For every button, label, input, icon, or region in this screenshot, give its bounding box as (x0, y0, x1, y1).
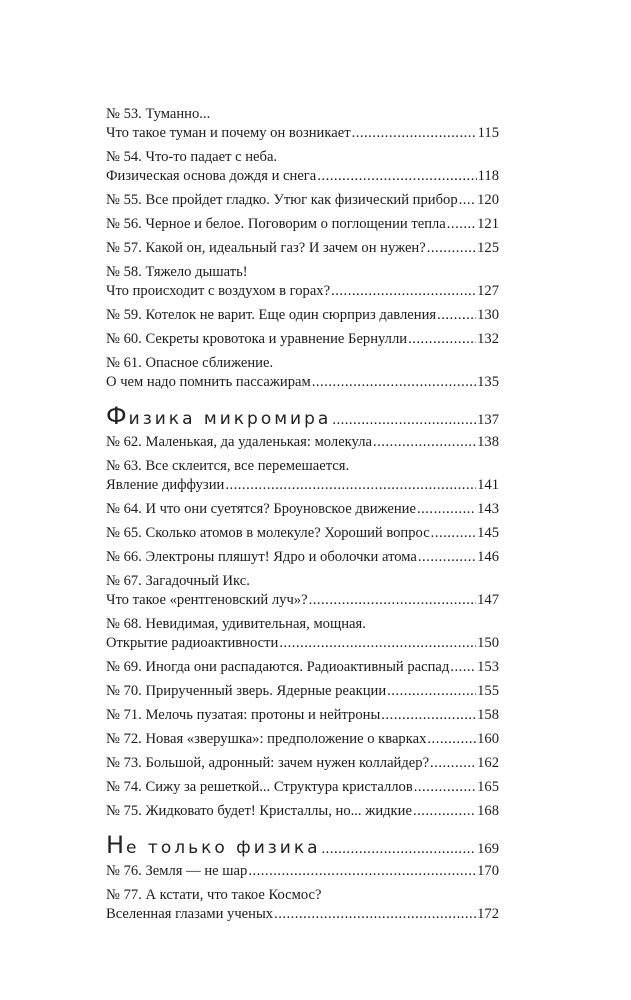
page-number: 115 (477, 125, 499, 141)
section-title-rest: изика микромира (128, 409, 332, 429)
entry-line (106, 330, 499, 349)
entry-title: № 66. Электроны пляшут! Ядро и оболочки атома (106, 549, 417, 565)
entry-title: Что такое туман и почему он возникает (106, 125, 351, 141)
entry-line (106, 802, 499, 821)
dot-leader (417, 500, 476, 519)
dot-leader (427, 239, 476, 258)
entry-title: № 74. Сижу за решеткой... Структура кристаллов (106, 779, 413, 795)
page-number: 138 (477, 434, 499, 450)
page-number: 150 (477, 635, 499, 651)
page-number: 127 (477, 283, 499, 299)
entry-line (106, 263, 499, 282)
entry-title: № 73. Большой, адронный: зачем нужен коллайдер? (106, 755, 430, 771)
entry-line (106, 658, 499, 677)
page-number: 137 (477, 412, 499, 428)
toc-entry[interactable] (106, 239, 499, 258)
entry-line (106, 215, 499, 234)
entry-title: № 63. Все склеится, все перемешается. (106, 458, 350, 474)
entry-title: № 65. Сколько атомов в молекуле? Хороший вопрос (106, 525, 430, 541)
page-number: 158 (477, 707, 499, 723)
dot-leader (387, 682, 476, 701)
dot-leader (450, 658, 476, 677)
entry-title: № 64. И что они суетятся? Броуновское движение (106, 501, 416, 517)
toc-entry[interactable] (106, 730, 499, 749)
toc-entry[interactable] (106, 778, 499, 797)
entry-title: Открытие радиоактивности (106, 635, 279, 651)
entry-line (106, 634, 499, 653)
toc-entry[interactable] (106, 433, 499, 452)
toc-entry[interactable] (106, 191, 499, 210)
entry-line (106, 124, 499, 143)
dot-leader (447, 215, 476, 234)
page-number: 145 (477, 525, 499, 541)
toc-entry[interactable] (106, 306, 499, 325)
entry-line (106, 524, 499, 543)
entry-line (106, 706, 499, 725)
toc-entry[interactable] (106, 682, 499, 701)
entry-title: № 72. Новая «зверушка»: предположение о кварках (106, 731, 427, 747)
entry-title: Что такое «рентгеновский луч»? (106, 592, 308, 608)
toc-entry[interactable] (106, 886, 499, 924)
entry-title: № 67. Загадочный Икс. (106, 573, 250, 589)
entry-line (106, 682, 499, 701)
entry-title: Вселенная глазами ученых (106, 906, 274, 922)
entry-title: № 71. Мелочь пузатая: протоны и нейтроны (106, 707, 381, 723)
entry-title: № 57. Какой он, идеальный газ? И зачем он нужен? (106, 240, 426, 256)
entry-line (106, 306, 499, 325)
entry-title: № 59. Котелок не варит. Еще один сюрприз давления (106, 307, 437, 323)
section-title-rest: е только физика (126, 838, 321, 858)
page-number: 147 (477, 592, 499, 608)
entry-line (106, 282, 499, 301)
dot-leader (352, 124, 477, 143)
toc-entry[interactable] (106, 802, 499, 821)
table-of-contents (106, 105, 499, 929)
entry-line (106, 572, 499, 591)
dot-leader (437, 306, 476, 325)
dot-leader (413, 802, 476, 821)
entry-title: № 56. Черное и белое. Поговорим о поглощении тепла (106, 216, 446, 232)
page-number: 120 (477, 192, 499, 208)
entry-line (106, 754, 499, 773)
section-heading (106, 832, 499, 858)
section-heading (106, 403, 499, 429)
entry-title: № 75. Жидковато будет! Кристаллы, но... жидкие (106, 803, 412, 819)
page-number: 165 (477, 779, 499, 795)
page-number: 118 (477, 168, 499, 184)
page-number: 172 (477, 906, 499, 922)
dot-leader (408, 330, 476, 349)
entry-title: № 54. Что-то падает с неба. (106, 149, 278, 165)
toc-entry[interactable] (106, 862, 499, 881)
toc-entry[interactable] (106, 330, 499, 349)
page-number: 153 (477, 659, 499, 675)
page-number: 130 (477, 307, 499, 323)
section-title-initial: Ф (106, 402, 129, 430)
entry-title: № 53. Туманно... (106, 106, 211, 122)
dot-leader (312, 373, 476, 392)
dot-leader (274, 905, 476, 924)
entry-line (106, 591, 499, 610)
entry-line (106, 239, 499, 258)
dot-leader (279, 634, 476, 653)
dot-leader (309, 591, 477, 610)
dot-leader (381, 706, 476, 725)
dot-leader (322, 836, 477, 862)
dot-leader (331, 282, 476, 301)
entry-line (106, 167, 499, 186)
entry-title: № 55. Все пройдет гладко. Утюг как физический прибор (106, 192, 458, 208)
entry-title: № 77. А кстати, что такое Космос? (106, 887, 322, 903)
entry-line (106, 191, 499, 210)
entry-title: № 60. Секреты кровотока и уравнение Бернулли (106, 331, 408, 347)
section-line (106, 832, 499, 858)
dot-leader (459, 191, 476, 210)
section-title-initial: Н (106, 831, 127, 859)
entry-title: Что происходит с воздухом в горах? (106, 283, 331, 299)
toc-entry[interactable] (106, 263, 499, 301)
page-number: 125 (477, 240, 499, 256)
entry-line (106, 373, 499, 392)
entry-line (106, 730, 499, 749)
toc-entry[interactable] (106, 524, 499, 543)
entry-line (106, 433, 499, 452)
entry-title: № 70. Прирученный зверь. Ядерные реакции (106, 683, 387, 699)
page-number: 155 (477, 683, 499, 699)
page-number: 143 (477, 501, 499, 517)
page-number: 170 (477, 863, 499, 879)
dot-leader (332, 407, 476, 433)
entry-title: № 69. Иногда они распадаются. Радиоактивный распад (106, 659, 450, 675)
entry-line (106, 615, 499, 634)
page-number: 162 (477, 755, 499, 771)
section-line (106, 403, 499, 429)
page-number: 168 (477, 803, 499, 819)
page-number: 135 (477, 374, 499, 390)
toc-entry[interactable] (106, 706, 499, 725)
entry-title: О чем надо помнить пассажирам (106, 374, 311, 390)
entry-line (106, 476, 499, 495)
page-number: 132 (477, 331, 499, 347)
dot-leader (431, 524, 476, 543)
dot-leader (373, 433, 476, 452)
toc-entry[interactable] (106, 354, 499, 392)
page-number: 160 (477, 731, 499, 747)
toc-entry[interactable] (106, 572, 499, 610)
toc-entry[interactable] (106, 754, 499, 773)
dot-leader (248, 862, 476, 881)
page-number: 169 (477, 841, 499, 857)
toc-entry[interactable] (106, 457, 499, 495)
entry-title: № 58. Тяжело дышать! (106, 264, 248, 280)
toc-entry[interactable] (106, 105, 499, 143)
entry-title: № 68. Невидимая, удивительная, мощная. (106, 616, 366, 632)
toc-entry[interactable] (106, 615, 499, 653)
toc-entry[interactable] (106, 658, 499, 677)
toc-entry[interactable] (106, 500, 499, 519)
entry-title: Физическая основа дождя и снега (106, 168, 317, 184)
dot-leader (414, 778, 476, 797)
entry-title: Явление диффузии (106, 477, 225, 493)
toc-entry[interactable] (106, 215, 499, 234)
entry-line (106, 457, 499, 476)
entry-line (106, 105, 499, 124)
dot-leader (317, 167, 476, 186)
toc-entry[interactable] (106, 148, 499, 186)
entry-title: № 61. Опасное сближение. (106, 355, 274, 371)
entry-line (106, 862, 499, 881)
entry-line (106, 778, 499, 797)
entry-line (106, 148, 499, 167)
entry-line (106, 548, 499, 567)
entry-line (106, 886, 499, 905)
page-number: 141 (477, 477, 499, 493)
dot-leader (427, 730, 476, 749)
page-number: 121 (477, 216, 499, 232)
page-number: 146 (477, 549, 499, 565)
dot-leader (225, 476, 476, 495)
dot-leader (430, 754, 476, 773)
toc-entry[interactable] (106, 548, 499, 567)
entry-title: № 76. Земля — не шар (106, 863, 248, 879)
entry-line (106, 500, 499, 519)
entry-title: № 62. Маленькая, да удаленькая: молекула (106, 434, 372, 450)
section-title (106, 403, 331, 432)
section-title (106, 832, 321, 861)
dot-leader (418, 548, 476, 567)
entry-line (106, 905, 499, 924)
entry-line (106, 354, 499, 373)
